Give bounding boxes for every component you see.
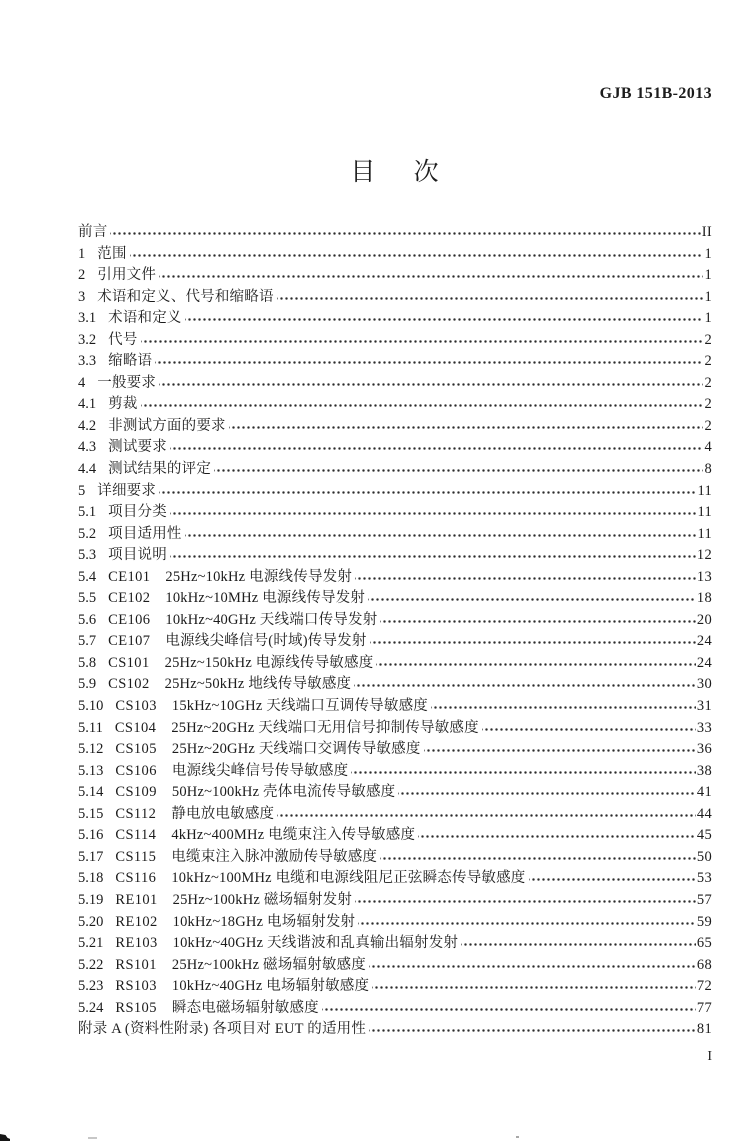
- toc-entry-title: 项目分类: [108, 504, 167, 521]
- toc-entry: [78, 845, 712, 867]
- toc-entry-title: 测试结果的评定: [108, 461, 212, 478]
- toc-entry-page: 41: [696, 784, 712, 801]
- toc-entry-number: 5.4: [78, 568, 97, 585]
- toc-leader-dots: [155, 349, 703, 371]
- toc-entry: [78, 285, 712, 307]
- toc-entry-title: 引用文件: [97, 267, 157, 284]
- toc-list: [78, 220, 712, 1039]
- toc-entry-page: 4: [704, 439, 712, 456]
- toc-entry: [78, 974, 712, 996]
- toc-entry-number: 5.17: [78, 848, 104, 865]
- toc-entry: [78, 802, 712, 824]
- document-header: [78, 85, 712, 103]
- toc-entry-number: 5.19: [78, 891, 104, 908]
- toc-entry-page: 2: [704, 353, 712, 370]
- toc-entry-page: 12: [696, 547, 712, 564]
- toc-entry-number: 5.18: [78, 870, 104, 887]
- toc-entry-title: 电缆束注入脉冲激励传导敏感度: [171, 848, 378, 865]
- toc-entry: [78, 500, 712, 522]
- toc-entry-number: 5.23: [78, 978, 104, 995]
- toc-entry-number: 3.2: [78, 331, 97, 348]
- toc-entry-title: 25Hz~100kHz 磁场辐射敏感度: [171, 956, 366, 973]
- toc-entry-page: 18: [696, 590, 712, 607]
- toc-entry-title: 瞬态电磁场辐射敏感度: [171, 999, 319, 1016]
- toc-leader-dots: [159, 479, 696, 501]
- toc-entry-code: CS112: [115, 805, 157, 822]
- toc-entry-number: 5.11: [78, 719, 103, 736]
- toc-entry-title: 术语和定义: [108, 310, 182, 327]
- toc-entry-number: 5.13: [78, 762, 104, 779]
- toc-entry-code: CS102: [108, 676, 150, 693]
- toc-entry: [78, 435, 712, 457]
- toc-entry-page: II: [701, 224, 712, 240]
- toc-entry: [78, 759, 712, 781]
- toc-entry-code: CS116: [115, 870, 157, 887]
- page-title: 目 次: [350, 159, 440, 186]
- toc-entry: [78, 737, 712, 759]
- toc-entry-number: 4.4: [78, 461, 97, 478]
- toc-entry-code: CE102: [108, 590, 151, 607]
- scan-artifact: [0, 1134, 10, 1141]
- toc-entry-page: 20: [696, 611, 712, 628]
- toc-entry-title: 25Hz~100kHz 磁场辐射发射: [172, 891, 353, 908]
- toc-leader-dots: [159, 371, 703, 393]
- toc-leader-dots: [322, 996, 696, 1018]
- toc-leader-dots: [372, 974, 696, 996]
- toc-leader-dots: [170, 435, 704, 457]
- toc-entry: [78, 716, 712, 738]
- toc-entry-number: 5.3: [78, 547, 97, 564]
- toc-entry-code: CE106: [108, 611, 151, 628]
- toc-entry-code: CS106: [115, 762, 157, 779]
- toc-entry-title: 测试要求: [108, 439, 167, 456]
- toc-entry: [78, 220, 712, 242]
- toc-entry-page: 31: [696, 698, 712, 715]
- toc-leader-dots: [376, 651, 695, 673]
- toc-entry-title: 缩略语: [108, 353, 153, 370]
- toc-entry-title: 代号: [108, 331, 138, 348]
- toc-entry-title: 25Hz~20GHz 天线端口交调传导敏感度: [171, 741, 421, 758]
- toc-leader-dots: [431, 694, 696, 716]
- toc-leader-dots: [418, 823, 696, 845]
- toc-entry-title: 10kHz~40GHz 电场辐射敏感度: [171, 978, 370, 995]
- toc-entry-title: 电源线尖峰信号传导敏感度: [171, 762, 349, 779]
- toc-entry-title: 10kHz~40GHz 天线谐波和乱真输出辐射发射: [172, 935, 459, 952]
- toc-entry-title: 项目说明: [108, 547, 167, 564]
- toc-entry: [78, 608, 712, 630]
- toc-leader-dots: [277, 802, 696, 824]
- toc-entry: [78, 780, 712, 802]
- toc-leader-dots: [369, 953, 696, 975]
- toc-entry-page: 33: [696, 719, 712, 736]
- toc-entry-page: 53: [696, 870, 712, 887]
- toc-entry-number: 5.9: [78, 676, 97, 693]
- toc-leader-dots: [380, 608, 695, 630]
- toc-entry: [78, 629, 712, 651]
- toc-leader-dots: [354, 672, 696, 694]
- toc-entry-number: 4.3: [78, 439, 97, 456]
- toc-leader-dots: [130, 242, 704, 264]
- toc-entry: [78, 565, 712, 587]
- toc-entry-title: 10kHz~40GHz 天线端口传导发射: [165, 611, 378, 628]
- toc-entry: [78, 953, 712, 975]
- toc-leader-dots: [351, 759, 696, 781]
- toc-entry-page: 65: [696, 935, 712, 952]
- toc-leader-dots: [370, 629, 696, 651]
- toc-leader-dots: [355, 565, 696, 587]
- toc-entry: [78, 414, 712, 436]
- toc-entry-page: 2: [704, 396, 712, 413]
- toc-entry-title: 剪裁: [108, 396, 138, 413]
- toc-entry-code: RE103: [115, 935, 158, 952]
- toc-leader-dots: [159, 263, 703, 285]
- toc-entry-page: 72: [696, 978, 712, 995]
- toc-entry-title: 25Hz~10kHz 电源线传导发射: [165, 568, 353, 585]
- toc-leader-dots: [229, 414, 704, 436]
- toc-entry-page: 11: [697, 504, 712, 521]
- toc-entry-title: 范围: [97, 245, 127, 262]
- toc-entry-page: 2: [704, 374, 712, 391]
- toc-entry-code: CS101: [108, 654, 150, 671]
- toc-entry-title: 10kHz~18GHz 电场辐射发射: [172, 913, 356, 930]
- toc-entry-code: CS114: [115, 827, 157, 844]
- toc-entry-number: 5: [78, 482, 86, 499]
- toc-leader-dots: [380, 845, 696, 867]
- toc-entry: [78, 328, 712, 350]
- toc-entry-number: 5.5: [78, 590, 97, 607]
- toc-leader-dots: [461, 931, 696, 953]
- toc-entry-page: 1: [704, 288, 712, 305]
- scan-artifact: [516, 1136, 519, 1138]
- toc-leader-dots: [141, 392, 704, 414]
- toc-leader-dots: [185, 306, 704, 328]
- toc-entry-page: 11: [697, 482, 712, 499]
- toc-entry: [78, 242, 712, 264]
- toc-entry-title: 电源线尖峰信号(时域)传导发射: [165, 633, 367, 650]
- toc-entry-number: 5.12: [78, 741, 104, 758]
- toc-entry-page: 50: [696, 848, 712, 865]
- toc-entry-code: CS115: [115, 848, 157, 865]
- toc-entry-number: 5.2: [78, 525, 97, 542]
- toc-leader-dots: [170, 543, 696, 565]
- toc-entry-number: 5.22: [78, 956, 104, 973]
- toc-entry-page: 13: [696, 568, 712, 585]
- toc-entry-number: 3: [78, 288, 86, 305]
- toc-entry-title: 50Hz~100kHz 壳体电流传导敏感度: [171, 784, 396, 801]
- toc-leader-dots: [141, 328, 704, 350]
- toc-entry: [78, 866, 712, 888]
- toc-entry-title: 详细要求: [97, 482, 157, 499]
- toc-entry: [78, 349, 712, 371]
- toc-entry-page: 81: [696, 1021, 712, 1038]
- toc-entry-page: 38: [696, 762, 712, 779]
- toc-entry: [78, 263, 712, 285]
- toc-leader-dots: [214, 457, 703, 479]
- toc-entry-page: 2: [704, 331, 712, 348]
- toc-entry-page: 1: [704, 310, 712, 327]
- page-number: I: [707, 1049, 712, 1064]
- toc-entry-page: 24: [696, 633, 712, 650]
- toc-leader-dots: [368, 586, 696, 608]
- toc-entry: [78, 586, 712, 608]
- toc-entry-page: 1: [704, 245, 712, 262]
- toc-entry: [78, 522, 712, 544]
- toc-entry-number: 5.20: [78, 913, 104, 930]
- toc-entry-number: 5.24: [78, 999, 104, 1016]
- toc-entry-title: 10kHz~100MHz 电缆和电源线阻尼正弦瞬态传导敏感度: [171, 870, 526, 887]
- toc-leader-dots: [110, 220, 700, 242]
- toc-entry-page: 45: [696, 827, 712, 844]
- toc-entry-title: 前言: [78, 224, 108, 240]
- toc-entry-code: RS103: [115, 978, 157, 995]
- toc-entry-number: 4: [78, 374, 86, 391]
- toc-entry: [78, 1017, 712, 1039]
- toc-entry: [78, 479, 712, 501]
- toc-entry: [78, 672, 712, 694]
- toc-entry-number: 2: [78, 267, 86, 284]
- toc-entry-page: 59: [696, 913, 712, 930]
- toc-entry: [78, 543, 712, 565]
- scan-artifact: [88, 1137, 97, 1139]
- toc-entry-code: CE107: [108, 633, 151, 650]
- toc-entry: [78, 392, 712, 414]
- toc-entry-title: 4kHz~400MHz 电缆束注入传导敏感度: [171, 827, 416, 844]
- toc-entry-number: 5.1: [78, 504, 97, 521]
- toc-entry-page: 11: [697, 525, 712, 542]
- toc-entry-title: 附录 A (资料性附录) 各项目对 EUT 的适用性: [78, 1021, 367, 1038]
- toc-entry-code: CS105: [115, 741, 157, 758]
- toc-entry-code: RS105: [115, 999, 157, 1016]
- toc-entry: [78, 931, 712, 953]
- toc-entry-number: 4.2: [78, 417, 97, 434]
- toc-entry-title: 一般要求: [97, 374, 157, 391]
- toc-entry-number: 5.10: [78, 698, 104, 715]
- toc-entry: [78, 996, 712, 1018]
- toc-entry-title: 25Hz~150kHz 电源线传导敏感度: [164, 654, 374, 671]
- toc-entry-title: 25Hz~20GHz 天线端口无用信号抑制传导敏感度: [171, 719, 479, 736]
- toc-entry-code: CE101: [108, 568, 151, 585]
- toc-entry-page: 8: [704, 461, 712, 478]
- toc-entry-title: 项目适用性: [108, 525, 182, 542]
- toc-entry-number: 5.6: [78, 611, 97, 628]
- standard-number: GJB 151B-2013: [599, 85, 712, 102]
- toc-entry-number: 4.1: [78, 396, 97, 413]
- toc-leader-dots: [424, 737, 696, 759]
- toc-entry-title: 静电放电敏感度: [171, 805, 275, 822]
- toc-entry-title: 25Hz~50kHz 地线传导敏感度: [164, 676, 352, 693]
- toc-leader-dots: [277, 285, 704, 307]
- toc-entry-page: 1: [704, 267, 712, 284]
- toc-entry-number: 3.1: [78, 310, 97, 327]
- toc-entry: [78, 306, 712, 328]
- toc-entry-number: 5.14: [78, 784, 104, 801]
- toc-entry-title: 非测试方面的要求: [108, 417, 226, 434]
- toc-leader-dots: [398, 780, 696, 802]
- toc-entry-page: 44: [696, 805, 712, 822]
- toc-entry-number: 5.7: [78, 633, 97, 650]
- toc-entry-number: 5.15: [78, 805, 104, 822]
- toc-entry: [78, 910, 712, 932]
- toc-entry-page: 30: [696, 676, 712, 693]
- toc-entry-code: RS101: [115, 956, 157, 973]
- toc-entry-code: CS104: [114, 719, 157, 736]
- toc-entry-title: 术语和定义、代号和缩略语: [97, 288, 274, 305]
- toc-entry-page: 24: [696, 654, 712, 671]
- toc-entry-page: 57: [696, 891, 712, 908]
- toc-entry: [78, 651, 712, 673]
- toc-leader-dots: [185, 522, 697, 544]
- toc-entry-number: 3.3: [78, 353, 97, 370]
- toc-entry-code: CS103: [115, 698, 157, 715]
- toc-leader-dots: [369, 1017, 696, 1039]
- toc-entry: [78, 823, 712, 845]
- toc-entry-page: 2: [704, 417, 712, 434]
- toc-leader-dots: [170, 500, 697, 522]
- toc-entry-page: 77: [696, 999, 712, 1016]
- toc-entry-code: CS109: [115, 784, 157, 801]
- toc-entry-code: RE101: [115, 891, 158, 908]
- toc-entry-page: 36: [696, 741, 712, 758]
- toc-entry: [78, 371, 712, 393]
- toc-entry-number: 5.8: [78, 654, 97, 671]
- toc-entry-page: 68: [696, 956, 712, 973]
- toc-entry-title: 15kHz~10GHz 天线端口互调传导敏感度: [171, 698, 428, 715]
- toc-leader-dots: [355, 888, 696, 910]
- toc-entry: [78, 888, 712, 910]
- toc-leader-dots: [358, 910, 696, 932]
- toc-entry-number: 5.21: [78, 935, 104, 952]
- toc-entry: [78, 694, 712, 716]
- toc-entry-title: 10kHz~10MHz 电源线传导发射: [165, 590, 366, 607]
- toc-leader-dots: [529, 866, 696, 888]
- toc-leader-dots: [482, 716, 696, 738]
- toc-entry: [78, 457, 712, 479]
- toc-entry-number: 1: [78, 245, 86, 262]
- toc-entry-code: RE102: [115, 913, 158, 930]
- toc-entry-number: 5.16: [78, 827, 104, 844]
